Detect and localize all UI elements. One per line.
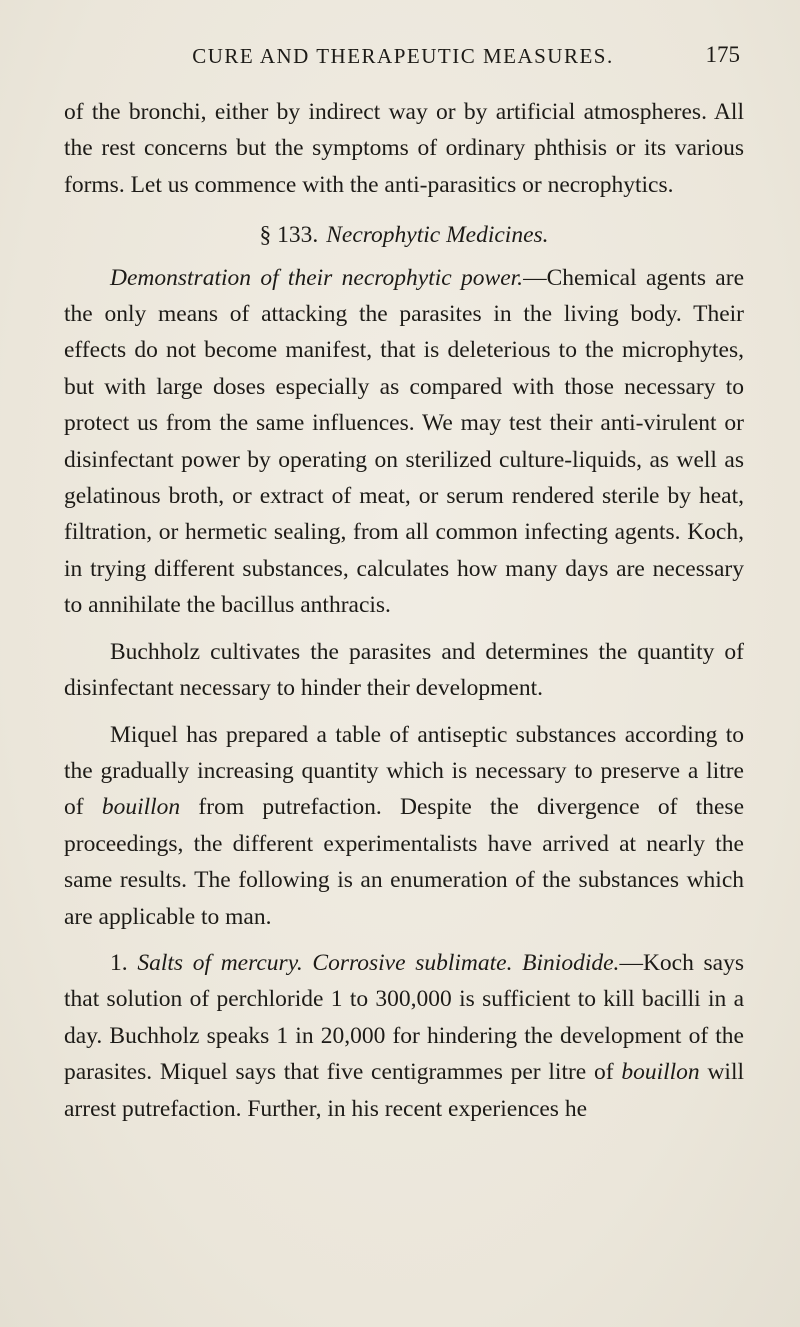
section-number: § 133. — [259, 222, 319, 249]
page-number: 175 — [705, 42, 740, 67]
list-number: 1. — [110, 949, 128, 976]
paragraph-lead: Salts of mercury. Corrosive sublimate. Biniodide. — [137, 949, 620, 976]
section-heading — [64, 217, 744, 253]
paragraph-text: will arrest putrefaction. Further, in his recent experiences he — [64, 1059, 745, 1122]
paragraph-miquel — [64, 717, 744, 935]
paragraph-buchholz: Buchholz cultivates the parasites and determines the quantity of disinfectant necessary to hinder their development. — [64, 638, 744, 702]
paragraph-text: —Koch says that solution of perchloride 1 to 300,000 is sufficient to kill bacilli in a day. Buchholz speaks 1 in 20,000 for hindering the development of the parasites. Miquel says that five centigrammes per litre of — [64, 949, 745, 1086]
emphasis-bouillon: bouillon — [621, 1059, 700, 1086]
emphasis-bouillon: bouillon — [101, 794, 181, 821]
paragraph-salts-of-mercury — [64, 945, 744, 1127]
section-title: Necrophytic Medicines. — [326, 222, 549, 249]
paragraph-demonstration — [64, 260, 744, 624]
paragraph-continuation: of the bronchi, either by indirect way or by artificial atmospheres. All the rest concerns but the symptoms of ordinary phthisis or its various forms. Let us commence with the anti-parasitics or necrophytics. — [64, 99, 744, 198]
running-title: CURE AND THERAPEUTIC MEASURES. — [192, 44, 614, 68]
paragraph-text: —Chemical agents are the only means of attacking the parasites in the living body. Their effects do not become manifest, that is deleterious to the microphytes, but with large doses especially as compared with those necessary to protect us from the same influences. We may test their anti-virulent or disinfectant power by operating on sterilized culture-liquids, as well as gelatinous broth, or extract of meat, or serum rendered sterile by heat, filtration, or hermetic sealing, from all common infecting agents. Koch, in trying different substances, calculates how many days are necessary to annihilate the bacillus anthracis. — [64, 264, 744, 619]
paragraph-text: from putrefaction. Despite the divergence of these proceedings, the different experimentalists have arrived at nearly the same results. The following is an enumeration of the substances which are applicable to man. — [64, 794, 745, 930]
running-header — [66, 40, 740, 76]
paragraph-lead: Demonstration of their necrophytic power. — [110, 264, 524, 291]
paragraph-text: Miquel has prepared a table of antiseptic substances according to the gradually increasing quantity which is necessary to preserve a litre of — [64, 721, 744, 821]
body-text — [64, 94, 744, 1127]
